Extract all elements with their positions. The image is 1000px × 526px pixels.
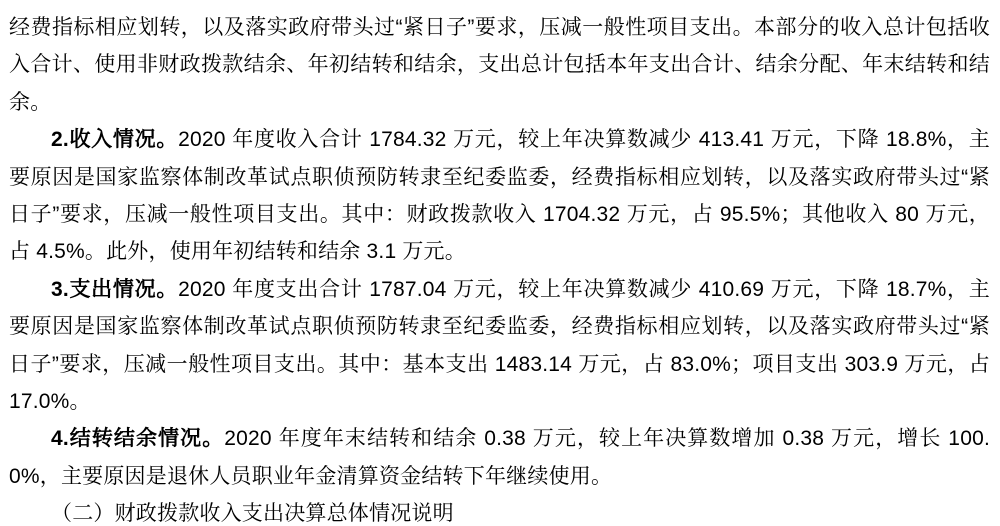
paragraph-leader: 4.结转结余情况。 [51,427,225,451]
expenditure-situation-paragraph [9,271,990,421]
continuation-paragraph [9,9,990,121]
paragraph-text: 2020 年度收入合计 1784.32 万元，较上年决算数减少 413.41 万元，下降 18.8%，主要原因是国家监察体制改革试点职侦预防转隶至纪委监委，经费指标相应划转，以及落实政府带头过“紧日子”要求，压减一般性项目支出。其中：财政拨款收入 1704.32 万元，占 95.5%；其他收入 80 万元，占 4.5%。此外，使用年初结转和结余 3.1 万元。 [9,128,990,264]
paragraph-text: 2020 年度年末结转和结余 0.38 万元，较上年决算数增加 0.38 万元，增长 100.0%，主要原因是退休人员职业年金清算资金结转下年继续使用。 [9,427,990,488]
section-two-heading [9,495,990,526]
paragraph-leader: 3.支出情况。 [51,277,179,301]
heading-text: （二）财政拨款收入支出决算总体情况说明 [51,502,454,526]
paragraph-text: 2020 年度支出合计 1787.04 万元，较上年决算数减少 410.69 万元，下降 18.7%，主要原因是国家监察体制改革试点职侦预防转隶至纪委监委，经费指标相应划转，以及落实政府带头过“紧日子”要求，压减一般性项目支出。其中：基本支出 1483.14 万元，占 83.0%；项目支出 303.9 万元，占 17.0%。 [9,277,990,414]
paragraph-leader: 2.收入情况。 [51,128,179,152]
paragraph-text: 经费指标相应划转，以及落实政府带头过“紧日子”要求，压减一般性项目支出。本部分的收入总计包括收入合计、使用非财政拨款结余、年初结转和结余，支出总计包括本年支出合计、结余分配、年末结转和结余。 [9,16,990,114]
carryover-surplus-paragraph [9,420,990,495]
income-situation-paragraph [9,121,990,271]
